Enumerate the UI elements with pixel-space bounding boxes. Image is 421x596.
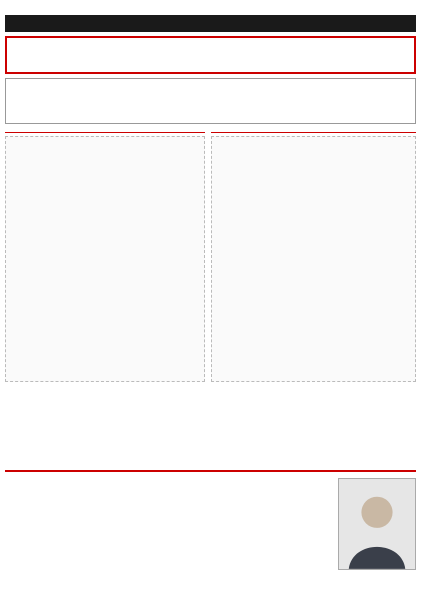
left-column — [5, 132, 205, 402]
top-notice — [5, 4, 416, 13]
article-columns — [5, 132, 416, 402]
right-column-body — [211, 136, 416, 382]
right-column-title — [211, 132, 416, 133]
left-column-title — [5, 132, 205, 133]
portrait-photo — [338, 478, 416, 570]
masthead-banner — [5, 15, 416, 32]
headline — [5, 36, 416, 74]
footer — [5, 470, 416, 580]
portrait-icon — [339, 479, 415, 569]
left-column-body — [5, 136, 205, 382]
right-column — [211, 132, 416, 402]
lede-paragraph — [5, 78, 416, 124]
